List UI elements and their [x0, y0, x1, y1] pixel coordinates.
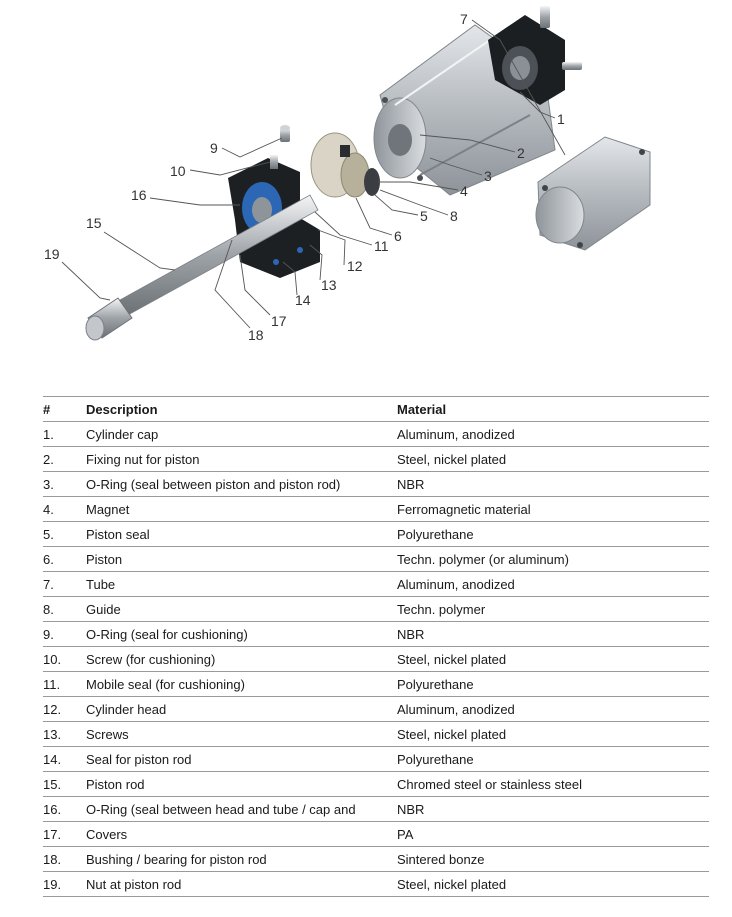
table-row: [43, 872, 709, 897]
leader-5: [375, 195, 418, 215]
callout-6: 6: [394, 228, 402, 244]
row-description: Mobile seal (for cushioning): [86, 672, 397, 697]
callout-18: 18: [248, 327, 264, 343]
row-material: NBR: [397, 472, 709, 497]
row-material: Polyurethane: [397, 747, 709, 772]
table-row: [43, 847, 709, 872]
row-material: Ferromagnetic material: [397, 497, 709, 522]
leader-6: [356, 198, 392, 235]
leader-16: [150, 198, 240, 205]
row-num: 12.: [43, 697, 86, 722]
row-material: NBR: [397, 797, 709, 822]
header-material: Material: [397, 397, 709, 422]
callout-13: 13: [321, 277, 337, 293]
row-num: 7.: [43, 572, 86, 597]
table-row: [43, 722, 709, 747]
leader-9: [222, 138, 282, 157]
row-material: NBR: [397, 622, 709, 647]
table-row: [43, 672, 709, 697]
row-description: Piston: [86, 547, 397, 572]
callout-4: 4: [460, 183, 468, 199]
row-description: Piston seal: [86, 522, 397, 547]
table-row: [43, 572, 709, 597]
table-row: [43, 622, 709, 647]
row-material: Aluminum, anodized: [397, 697, 709, 722]
row-material: Techn. polymer: [397, 597, 709, 622]
row-material: Techn. polymer (or aluminum): [397, 547, 709, 572]
table-row: [43, 522, 709, 547]
callout-10: 10: [170, 163, 186, 179]
row-num: 13.: [43, 722, 86, 747]
row-num: 18.: [43, 847, 86, 872]
callout-1: 1: [557, 111, 565, 127]
row-num: 11.: [43, 672, 86, 697]
table-header-row: [43, 397, 709, 422]
row-description: Bushing / bearing for piston rod: [86, 847, 397, 872]
parts-table: [43, 396, 709, 897]
row-description: Magnet: [86, 497, 397, 522]
row-material: Steel, nickel plated: [397, 447, 709, 472]
callout-8: 8: [450, 208, 458, 224]
row-num: 17.: [43, 822, 86, 847]
row-num: 9.: [43, 622, 86, 647]
row-description: Tube: [86, 572, 397, 597]
row-num: 16.: [43, 797, 86, 822]
row-material: Aluminum, anodized: [397, 422, 709, 447]
row-num: 14.: [43, 747, 86, 772]
row-material: Steel, nickel plated: [397, 872, 709, 897]
row-material: PA: [397, 822, 709, 847]
row-num: 19.: [43, 872, 86, 897]
table-row: [43, 597, 709, 622]
row-description: Piston rod: [86, 772, 397, 797]
row-material: Aluminum, anodized: [397, 572, 709, 597]
row-description: O-Ring (seal between head and tube / cap and: [86, 797, 397, 822]
row-material: Sintered bonze: [397, 847, 709, 872]
piston-part: [311, 133, 380, 197]
table-row: [43, 797, 709, 822]
callout-11: 11: [374, 238, 389, 254]
row-material: Polyurethane: [397, 672, 709, 697]
tube-profile-part: [536, 137, 650, 250]
callout-12: 12: [347, 258, 363, 274]
callout-2: 2: [517, 145, 525, 161]
table-row: [43, 472, 709, 497]
callout-16: 16: [131, 187, 147, 203]
table-row: [43, 547, 709, 572]
row-num: 15.: [43, 772, 86, 797]
row-description: Fixing nut for piston: [86, 447, 397, 472]
row-num: 10.: [43, 647, 86, 672]
table-row: [43, 447, 709, 472]
table-row: [43, 747, 709, 772]
table-row: [43, 772, 709, 797]
exploded-cylinder-diagram: [0, 0, 732, 360]
row-material: Chromed steel or stainless steel: [397, 772, 709, 797]
row-description: Covers: [86, 822, 397, 847]
row-description: Cylinder head: [86, 697, 397, 722]
table-row: [43, 422, 709, 447]
row-description: Seal for piston rod: [86, 747, 397, 772]
row-num: 2.: [43, 447, 86, 472]
row-material: Polyurethane: [397, 522, 709, 547]
row-material: Steel, nickel plated: [397, 647, 709, 672]
row-description: Cylinder cap: [86, 422, 397, 447]
row-num: 4.: [43, 497, 86, 522]
row-description: Guide: [86, 597, 397, 622]
row-num: 1.: [43, 422, 86, 447]
header-num: #: [43, 397, 86, 422]
row-num: 6.: [43, 547, 86, 572]
leader-8: [380, 190, 448, 215]
callout-15: 15: [86, 215, 102, 231]
table-row: [43, 697, 709, 722]
row-description: Screws: [86, 722, 397, 747]
leader-19: [62, 262, 110, 300]
row-description: O-Ring (seal between piston and piston rod): [86, 472, 397, 497]
screw-part: [280, 125, 290, 142]
table-row: [43, 647, 709, 672]
row-description: Nut at piston rod: [86, 872, 397, 897]
leader-11: [315, 212, 372, 245]
row-material: Steel, nickel plated: [397, 722, 709, 747]
callout-5: 5: [420, 208, 428, 224]
callout-14: 14: [295, 292, 311, 308]
table-row: [43, 822, 709, 847]
row-num: 5.: [43, 522, 86, 547]
row-num: 3.: [43, 472, 86, 497]
row-description: O-Ring (seal for cushioning): [86, 622, 397, 647]
row-num: 8.: [43, 597, 86, 622]
callout-3: 3: [484, 168, 492, 184]
header-description: Description: [86, 397, 397, 422]
callout-7: 7: [460, 11, 468, 27]
row-description: Screw (for cushioning): [86, 647, 397, 672]
callout-9: 9: [210, 140, 218, 156]
table-row: [43, 497, 709, 522]
callout-19: 19: [44, 246, 60, 262]
callout-17: 17: [271, 313, 287, 329]
leader-15: [104, 232, 175, 270]
